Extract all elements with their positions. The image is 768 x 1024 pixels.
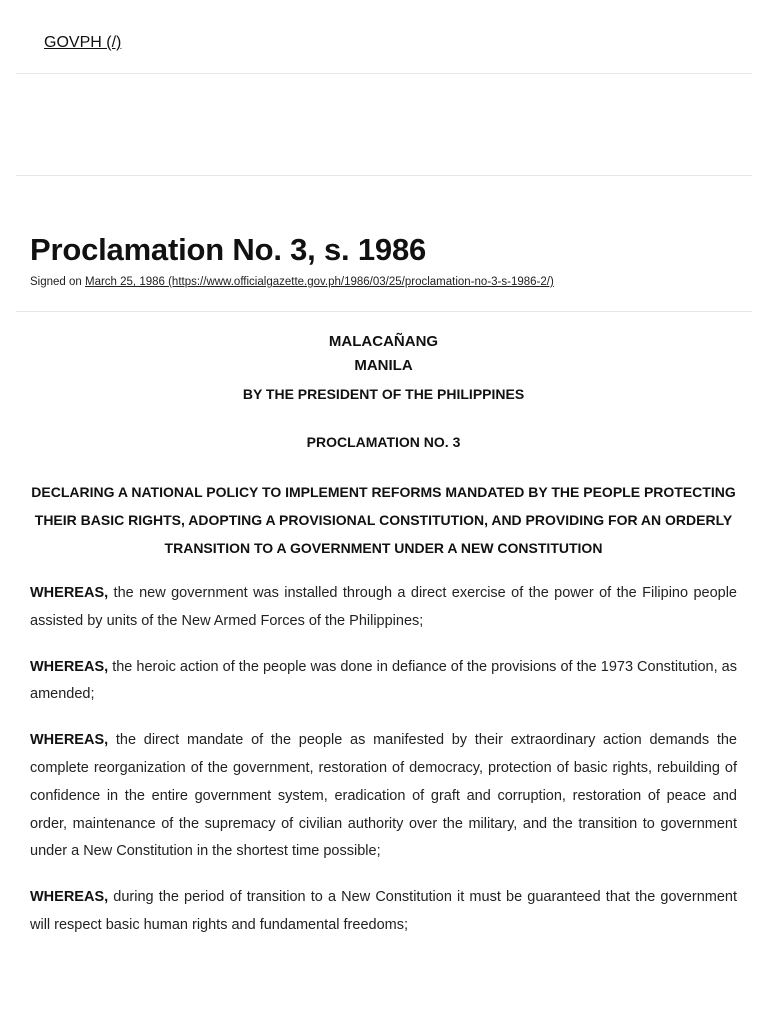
office-city: MANILA [354, 357, 413, 374]
whereas-lead: WHEREAS, [30, 585, 109, 601]
banner-divider [16, 175, 752, 176]
whereas-lead: WHEREAS, [30, 658, 109, 675]
whereas-text: the direct mandate of the people as manifested by their extraordinary action demands the complete reorganization of the government, restoration of democracy, protection of basic rights, rebuilding of confidence in the entire government system, eradication of graft and corruption, restoration of peace and order, maintenance of the supremacy of civilian authority over the military, and the transition to government under a New Constitution in the shortest time possible; [30, 732, 737, 860]
byline: BY THE PRESIDENT OF THE PHILIPPINES [242, 386, 525, 402]
whereas-paragraph [30, 654, 737, 710]
whereas-paragraph [30, 884, 737, 940]
signed-date-line [30, 276, 554, 288]
whereas-lead: WHEREAS, [30, 732, 109, 749]
whereas-text: the new government was installed through a direct exercise of the power of the Filipino people assisted by units of the New Armed Forces of the Philippines; [30, 585, 737, 629]
nav-divider [16, 73, 752, 74]
title-divider [16, 311, 752, 312]
proclamation-heading: DECLARING A NATIONAL POLICY TO IMPLEMENT REFORMS MANDATED BY THE PEOPLE PROTECTING THEIR BASIC RIGHTS, ADOPTING A PROVISIONAL CONSTITUTION, AND PROVIDING FOR AN ORDERLY TRANSITION TO A GOVERNMENT UNDER A NEW CONSTITUTION [31, 484, 736, 556]
document-body [30, 330, 737, 940]
top-navigation [0, 0, 768, 74]
office-name: MALACAÑANG [328, 333, 439, 350]
whereas-paragraph [30, 580, 737, 636]
whereas-lead: WHEREAS, [30, 889, 109, 906]
whereas-text: the heroic action of the people was done in defiance of the provisions of the 1973 Constitution, as amended; [30, 658, 737, 703]
signed-prefix: Signed on [30, 276, 82, 288]
govph-link[interactable]: GOVPH (/) [44, 34, 122, 51]
whereas-paragraph [30, 727, 737, 866]
signed-date-link[interactable]: March 25, 1986 (https://www.officialgazette.gov.ph/1986/03/25/proclamation-no-3-s-1986-2/) [85, 276, 554, 288]
page-title: Proclamation No. 3, s. 1986 [30, 232, 427, 267]
proclamation-number: PROCLAMATION NO. 3 [306, 434, 461, 450]
whereas-text: during the period of transition to a New Constitution it must be guaranteed that the government will respect basic human rights and fundamental freedoms; [30, 889, 737, 933]
